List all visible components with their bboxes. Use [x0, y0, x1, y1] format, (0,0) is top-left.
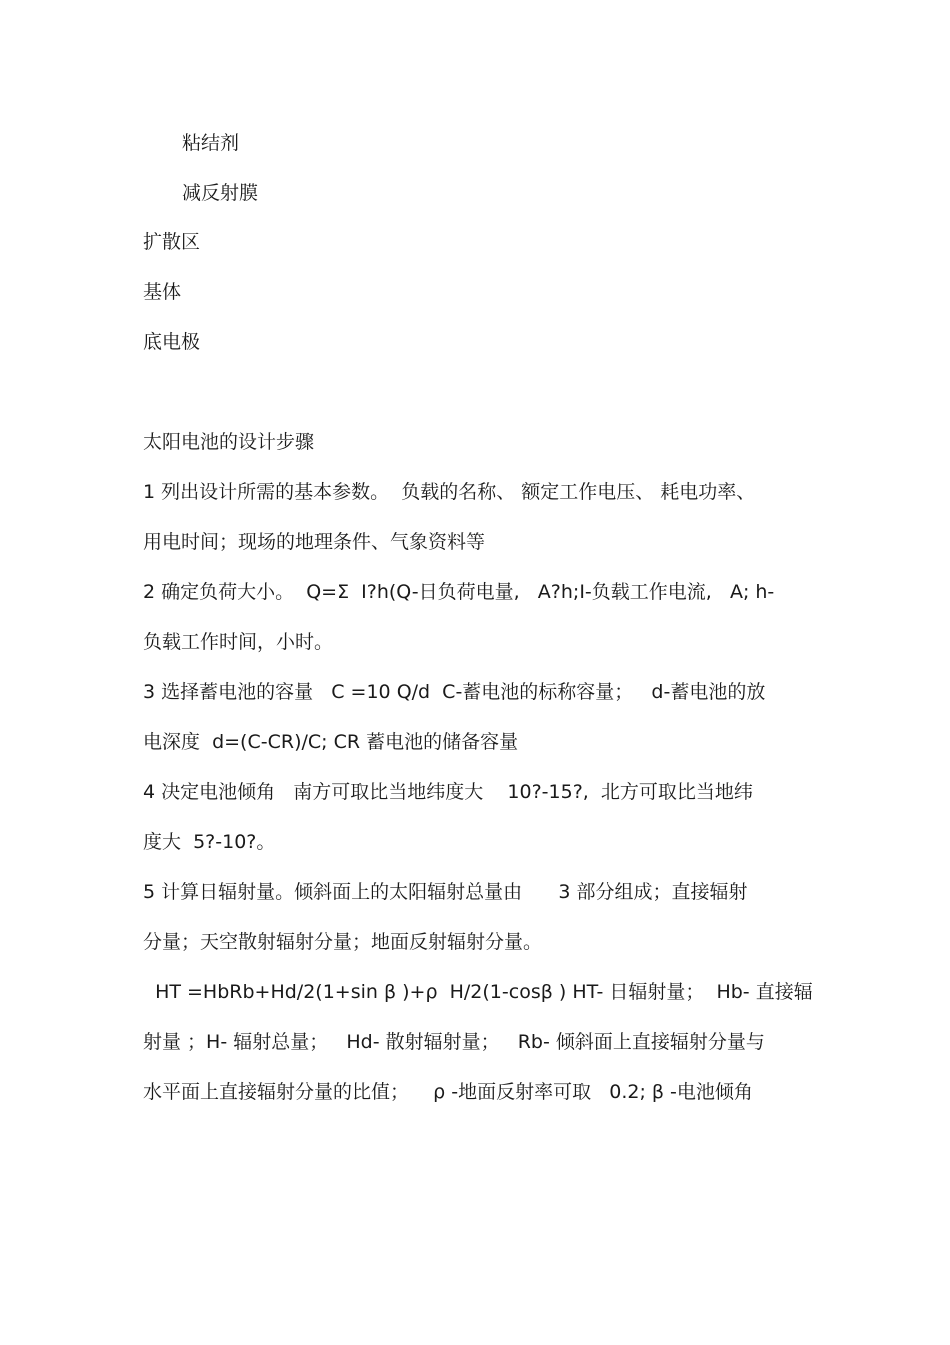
body-line: 度大 5?-10?。	[143, 831, 276, 853]
body-line: 5 计算日辐射量。倾斜面上的太阳辐射总量由 3 部分组成；直接辐射	[143, 881, 748, 903]
label-diffusion-region: 扩散区	[143, 231, 201, 253]
body-line: 2 确定负荷大小。 Q=Σ I?h(Q-日负荷电量, A?h;I-负载工作电流, A; h-	[143, 581, 775, 603]
body-line: 1 列出设计所需的基本参数。 负载的名称、 额定工作电压、 耗电功率、	[143, 481, 756, 503]
body-line: 用电时间；现场的地理条件、气象资料等	[143, 531, 486, 553]
body-line: 水平面上直接辐射分量的比值； ρ -地面反射率可取 0.2; β -电池倾角	[143, 1081, 753, 1103]
label-substrate: 基体	[143, 281, 182, 303]
body-line: 电深度 d=(C-CR)/C; CR 蓄电池的储备容量	[143, 731, 519, 753]
body-line: 分量；天空散射辐射分量；地面反射辐射分量。	[143, 931, 543, 953]
section-title: 太阳电池的设计步骤	[143, 431, 315, 453]
label-antireflection-film: 减反射膜	[182, 182, 259, 204]
body-line: 4 决定电池倾角 南方可取比当地纬度大 10?-15?, 北方可取比当地纬	[143, 781, 753, 803]
body-line: 负载工作时间，小时。	[143, 631, 334, 653]
label-bottom-electrode: 底电极	[143, 331, 201, 353]
label-adhesive: 粘结剂	[182, 132, 240, 154]
body-line: 3 选择蓄电池的容量 C =10 Q/d C-蓄电池的标称容量； d-蓄电池的放	[143, 681, 766, 703]
body-line: 射量 ；H- 辐射总量； Hd- 散射辐射量； Rb- 倾斜面上直接辐射分量与	[143, 1031, 765, 1053]
body-line: HT =HbRb+Hd/2(1+sin β )+ρ H/2(1-cosβ ) HT- 日辐射量； Hb- 直接辐	[143, 981, 813, 1003]
